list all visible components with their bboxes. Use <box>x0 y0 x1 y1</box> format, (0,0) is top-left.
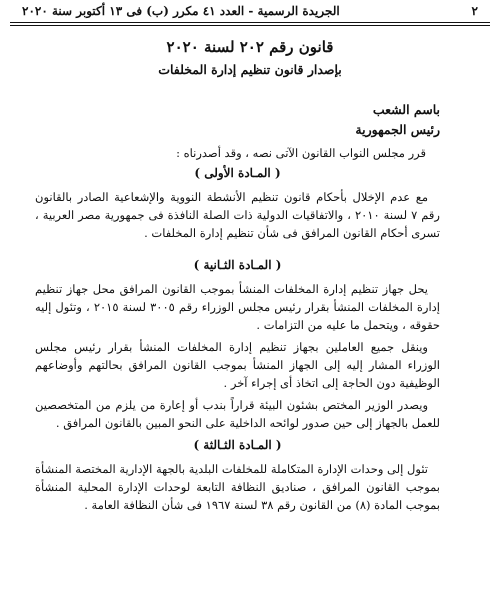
article-paragraph: مع عدم الإخلال بأحكام قانون تنظيم الأنشطة النووية والإشعاعية الصادر بالقانون رقم ٧ لسنة ٢٠١٠ ، والاتفاقيات الدولية ذات الصلة النافذة فى جمهورية مصر العربية ، تسرى أحكام القانون المرافق فى شأن تنظيم إدارة المخلفات . <box>35 190 440 240</box>
article-paragraph: ويصدر الوزير المختص بشئون البيئة قراراً بندب أو إعارة من يلزم من المتخصصين للعمل بالجهاز إلى حين صدور لوائحه الداخلية على النحو المبين بالقانون المرافق . <box>35 398 440 430</box>
page-number: ٢ <box>471 4 478 18</box>
law-subtitle: بإصدار قانون تنظيم إدارة المخلفات <box>158 62 342 77</box>
president-heading: رئيس الجمهورية <box>355 122 440 137</box>
page-header <box>0 0 500 22</box>
article-heading: ( المـادة الثـانية ) <box>193 258 282 272</box>
document-body <box>35 100 440 518</box>
publication-line: الجريدة الرسمية - العدد ٤١ مكرر (ب) فى ١٣ أكتوبر سنة ٢٠٢٠ <box>22 4 340 18</box>
article-paragraph: يحل جهاز تنظيم إدارة المخلفات المنشأ بموجب القانون المرافق محل جهاز تنظيم إدارة المخلفات المنشأ بقرار رئيس مجلس الوزراء رقم ٣٠٠٥ لسنة ٢٠١٥ ، وتئول إليه حقوقه ، ويتحمل ما عليه من التزامات . <box>35 282 441 332</box>
intro-line: قرر مجلس النواب القانون الآتى نصه ، وقد أصدرناه : <box>176 146 426 160</box>
header-divider <box>10 22 490 23</box>
article-paragraph: تئول إلى وحدات الإدارة المتكاملة للمخلفات البلدية بالجهة الإدارية المختصة المنشأة بموجب القانون المرافق ، صناديق النظافة التابعة لوحدات الإدارة المحلية المنشأة بموجب المادة (٨) من القانون رقم ٣٨ لسنة ١٩٦٧ فى شأن النظافة العامة . <box>35 462 440 512</box>
article-heading: ( المـادة الأولى ) <box>194 166 281 180</box>
article-paragraph: وينقل جميع العاملين بجهاز تنظيم إدارة المخلفات المنشأ بقرار رئيس مجلس الوزراء المشار إليه إلى الجهاز المنشأ بموجب القانون المرافق بحالتهم وأوضاعهم الوظيفية دون الحاجة إلى اتخاذ أى إجراء آخر . <box>35 340 440 390</box>
law-title: قانون رقم ٢٠٢ لسنة ٢٠٢٠ <box>166 38 334 56</box>
article-1 <box>35 164 440 242</box>
header-divider-thin <box>10 25 490 26</box>
title-block <box>0 36 500 80</box>
in-the-name-of-the-people: باسم الشعب <box>372 102 440 117</box>
article-3 <box>35 436 440 514</box>
article-heading: ( المـادة الثـالثة ) <box>193 438 282 452</box>
article-2 <box>35 256 440 432</box>
